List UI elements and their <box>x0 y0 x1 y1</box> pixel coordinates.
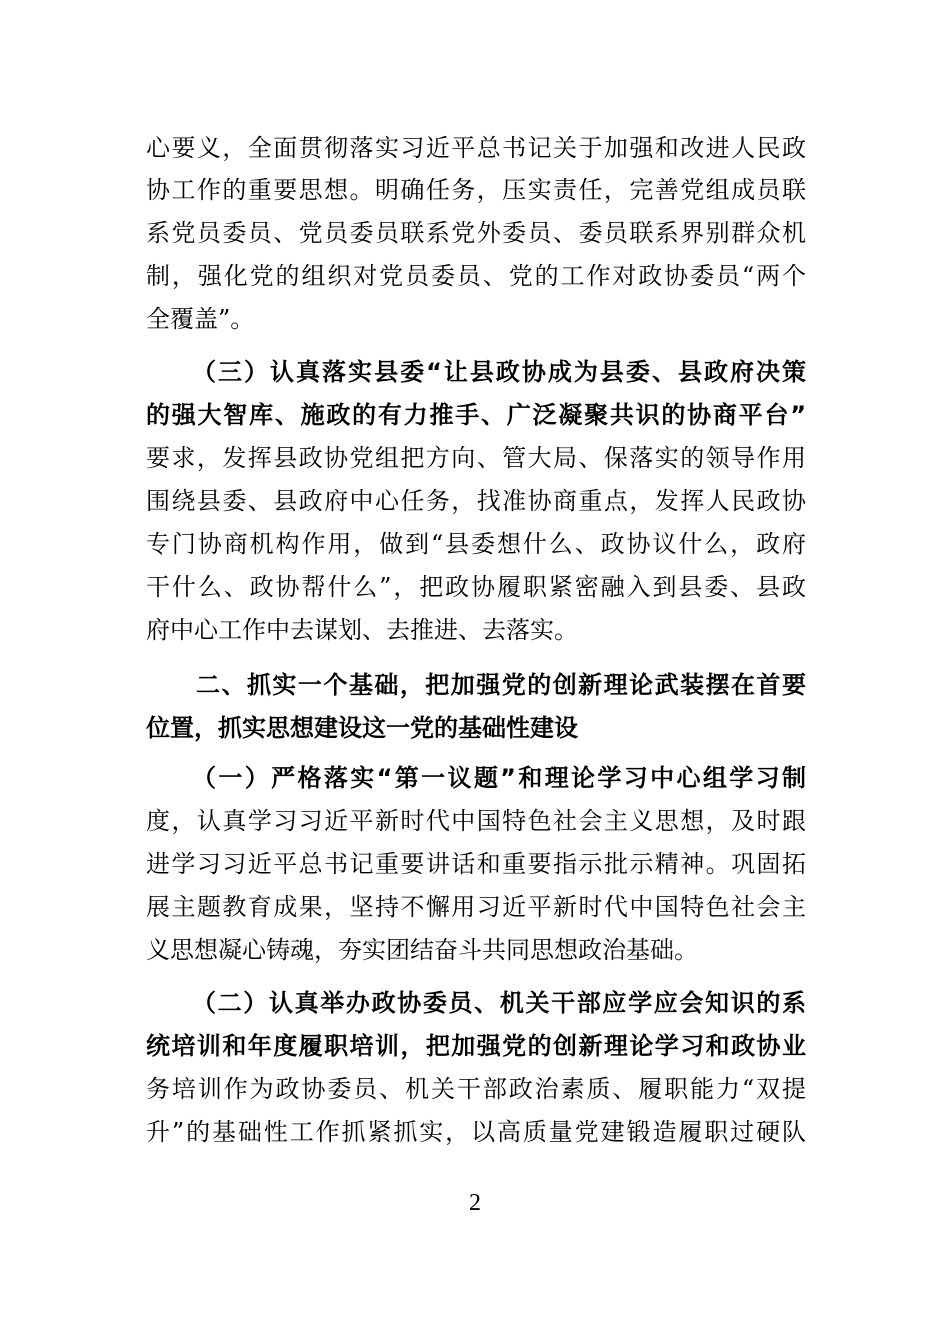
body-text-line: 协工作的重要思想。明确任务，压实责任，完善党组成员联 <box>146 176 806 204</box>
body-text-line: 度，认真学习习近平新时代中国特色社会主义思想，及时跟 <box>146 807 806 835</box>
body-text-line: 制，强化党的组织对党员委员、党的工作对政协委员“两个 <box>146 262 806 290</box>
body-text-line: 进学习习近平总书记重要讲话和重要指示批示精神。巩固拓 <box>146 850 806 878</box>
section-item-heading-line: （一）严格落实“第一议题”和理论学习中心组学习制 <box>192 764 806 792</box>
body-text-line: 要求，发挥县政协党组把方向、管大局、保落实的领导作用 <box>146 444 806 472</box>
body-text-line: 围绕县委、县政府中心任务，找准协商重点，发挥人民政协 <box>146 487 806 515</box>
section-item-heading-line: （二）认真举办政协委员、机关干部应学应会知识的系 <box>192 989 806 1017</box>
body-text-line: 心要义，全面贯彻落实习近平总书记关于加强和改进人民政 <box>146 134 806 162</box>
body-text-line: 系党员委员、党员委员联系党外委员、委员联系界别群众机 <box>146 219 806 247</box>
body-text-line: 府中心工作中去谋划、去推进、去落实。 <box>146 616 578 644</box>
page-number: 2 <box>469 1190 481 1216</box>
body-text-line: 展主题教育成果，坚持不懈用习近平新时代中国特色社会主 <box>146 893 806 921</box>
section-item-heading-line: 统培训和年度履职培训，把加强党的创新理论学习和政协业 <box>146 1032 806 1060</box>
section-heading-line: 位置，抓实思想建设这一党的基础性建设 <box>146 714 578 742</box>
body-text-line: 干什么、政协帮什么”，把政协履职紧密融入到县委、县政 <box>146 573 806 601</box>
body-text-line: 全覆盖”。 <box>146 305 255 333</box>
section-heading-line: 二、抓实一个基础，把加强党的创新理论武装摆在首要 <box>196 671 806 699</box>
section-item-heading-line: （三）认真落实县委“让县政协成为县委、县政府决策 <box>192 358 806 386</box>
body-text-line: 务培训作为政协委员、机关干部政治素质、履职能力“双提 <box>146 1075 806 1103</box>
body-text-line: 专门协商机构作用，做到“县委想什么、政协议什么，政府 <box>146 530 806 558</box>
body-text-line: 升”的基础性工作抓紧抓实，以高质量党建锻造履职过硬队 <box>146 1118 806 1146</box>
section-item-heading-line: 的强大智库、施政的有力推手、广泛凝聚共识的协商平台” <box>146 401 806 429</box>
body-text-line: 义思想凝心铸魂，夯实团结奋斗共同思想政治基础。 <box>146 936 698 964</box>
